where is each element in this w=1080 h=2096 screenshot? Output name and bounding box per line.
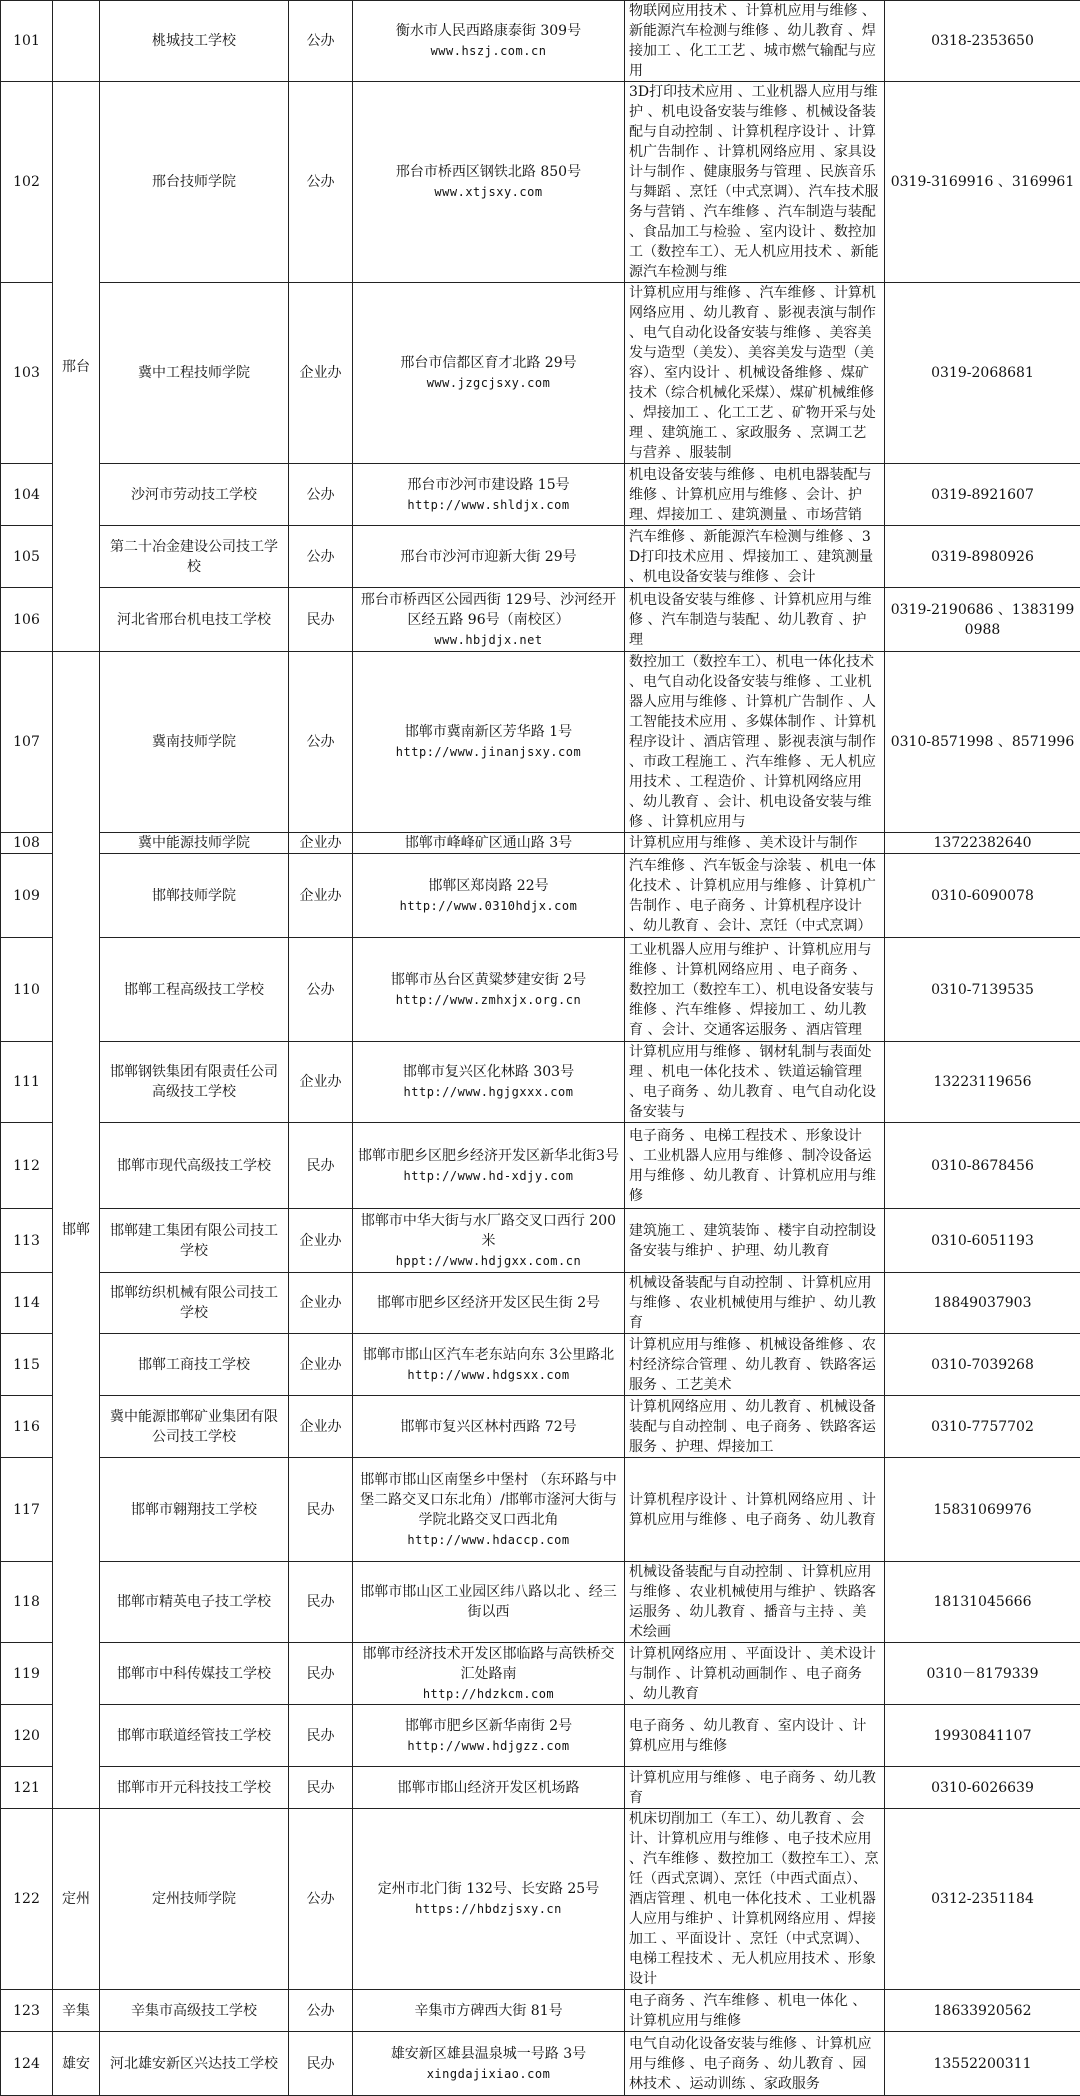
- address-cell: [353, 1643, 625, 1705]
- address-text: 邯郸市峰峰矿区通山路 3号: [357, 833, 620, 853]
- website-link[interactable]: http://hdzkcm.com: [357, 1684, 620, 1704]
- phone-cell: 0310-6051193: [885, 1209, 1080, 1273]
- majors-cell: 机械设备装配与自动控制 、计算机应用与维修 、农业机械使用与维护 、幼儿教育: [625, 1273, 885, 1334]
- school-type: 公办: [289, 938, 353, 1042]
- majors-cell: 机电设备安装与维修 、计算机应用与维修 、汽车制造与装配 、幼儿教育 、护理: [625, 588, 885, 652]
- row-number: 102: [1, 82, 53, 283]
- phone-cell: 15831069976: [885, 1458, 1080, 1562]
- row-number: 121: [1, 1767, 53, 1809]
- phone-cell: 18131045666: [885, 1562, 1080, 1643]
- school-name: 邯郸市中科传媒技工学校: [100, 1643, 289, 1705]
- row-number: 104: [1, 464, 53, 526]
- majors-cell: 电子商务 、汽车维修 、机电一体化 、计算机应用与维修: [625, 1990, 885, 2032]
- school-type: 企业办: [289, 1273, 353, 1334]
- table-row: [1, 1, 1080, 82]
- address-text: 邯郸市经济技术开发区邯临路与高铁桥交汇处路南: [357, 1644, 620, 1684]
- majors-cell: 计算机网络应用 、幼儿教育 、机械设备装配与自动控制 、电子商务 、铁路客运服务 、护理、焊接加工: [625, 1396, 885, 1458]
- address-cell: [353, 2032, 625, 2096]
- row-number: 112: [1, 1123, 53, 1209]
- address-text: 邢台市沙河市建设路 15号: [357, 475, 620, 495]
- phone-cell: 0312-2351184: [885, 1809, 1080, 1990]
- school-name: 邯郸市开元科技技工学校: [100, 1767, 289, 1809]
- majors-cell: 汽车维修 、汽车钣金与涂装 、机电一体化技术 、计算机应用与维修 、计算机广告制作 、电子商务 、计算机程序设计 、幼儿教育 、会计、烹饪（中式烹调）: [625, 854, 885, 938]
- table-row: [1, 1562, 1080, 1643]
- website-link[interactable]: http://www.hdjgzz.com: [357, 1736, 620, 1756]
- school-type: 企业办: [289, 283, 353, 464]
- address-cell: [353, 1273, 625, 1334]
- address-text: 邯郸市中华大街与水厂路交叉口西行 200米: [357, 1211, 620, 1251]
- address-text: 邢台市桥西区钢铁北路 850号: [357, 162, 620, 182]
- address-cell: [353, 1705, 625, 1767]
- school-type: 民办: [289, 1562, 353, 1643]
- phone-cell: 0310-7039268: [885, 1334, 1080, 1396]
- school-name: 冀南技师学院: [100, 652, 289, 833]
- website-link[interactable]: http://www.zmhxjx.org.cn: [357, 990, 620, 1010]
- table-row: [1, 1809, 1080, 1990]
- address-cell: [353, 1123, 625, 1209]
- row-number: 108: [1, 833, 53, 854]
- school-type: 民办: [289, 2032, 353, 2096]
- majors-cell: 汽车维修 、新能源汽车检测与维修 、3D打印技术应用 、焊接加工 、建筑测量 、机电设备安装与维修 、会计: [625, 526, 885, 588]
- school-type: 企业办: [289, 854, 353, 938]
- row-number: 107: [1, 652, 53, 833]
- table-row: [1, 833, 1080, 854]
- table-row: [1, 1990, 1080, 2032]
- table-row: [1, 283, 1080, 464]
- phone-cell: 0310-7139535: [885, 938, 1080, 1042]
- address-text: 衡水市人民西路康泰街 309号: [357, 21, 620, 41]
- row-number: 109: [1, 854, 53, 938]
- row-number: 117: [1, 1458, 53, 1562]
- row-number: 119: [1, 1643, 53, 1705]
- website-link[interactable]: http://www.jinanjsxy.com: [357, 742, 620, 762]
- table-row: [1, 1396, 1080, 1458]
- row-number: 115: [1, 1334, 53, 1396]
- school-type: 公办: [289, 652, 353, 833]
- website-link[interactable]: http://www.0310hdjx.com: [357, 896, 620, 916]
- row-number: 122: [1, 1809, 53, 1990]
- table-row: [1, 464, 1080, 526]
- table-row: [1, 854, 1080, 938]
- phone-cell: 0310-8571998 、8571996: [885, 652, 1080, 833]
- website-link[interactable]: http://www.hd-xdjy.com: [357, 1166, 620, 1186]
- phone-cell: 0310-6026639: [885, 1767, 1080, 1809]
- phone-cell: 18633920562: [885, 1990, 1080, 2032]
- address-text: 邯郸市邯山经济开发区机场路: [357, 1778, 620, 1798]
- school-name: 邢台技师学院: [100, 82, 289, 283]
- school-name: 冀中能源邯郸矿业集团有限公司技工学校: [100, 1396, 289, 1458]
- phone-cell: 0319-2068681: [885, 283, 1080, 464]
- table-row: [1, 1042, 1080, 1123]
- address-cell: [353, 1809, 625, 1990]
- phone-cell: 0310-6090078: [885, 854, 1080, 938]
- phone-cell: 19930841107: [885, 1705, 1080, 1767]
- address-text: 邯郸市肥乡区新华南街 2号: [357, 1716, 620, 1736]
- row-number: 106: [1, 588, 53, 652]
- table-row: [1, 526, 1080, 588]
- row-number: 105: [1, 526, 53, 588]
- address-cell: [353, 938, 625, 1042]
- school-type: 公办: [289, 1, 353, 82]
- row-number: 124: [1, 2032, 53, 2096]
- school-name: 邯郸钢铁集团有限责任公司高级技工学校: [100, 1042, 289, 1123]
- address-cell: [353, 833, 625, 854]
- school-type: 公办: [289, 1990, 353, 2032]
- address-text: 邢台市信都区育才北路 29号: [357, 353, 620, 373]
- school-type: 民办: [289, 1643, 353, 1705]
- address-cell: [353, 1209, 625, 1273]
- row-number: 111: [1, 1042, 53, 1123]
- website-link[interactable]: www.hszj.com.cn: [357, 41, 620, 61]
- row-number: 101: [1, 1, 53, 82]
- region-cell: 定州: [53, 1809, 100, 1990]
- address-text: 邯郸市复兴区林村西路 72号: [357, 1417, 620, 1437]
- school-name: 冀中能源技师学院: [100, 833, 289, 854]
- majors-cell: 电气自动化设备安装与维修 、计算机应用与维修 、电子商务 、幼儿教育 、园林技术 、运动训练 、家政服务: [625, 2032, 885, 2096]
- address-text: 邯郸市冀南新区芳华路 1号: [357, 722, 620, 742]
- phone-cell: 13552200311: [885, 2032, 1080, 2096]
- address-cell: [353, 283, 625, 464]
- address-cell: [353, 1990, 625, 2032]
- row-number: 123: [1, 1990, 53, 2032]
- row-number: 103: [1, 283, 53, 464]
- row-number: 114: [1, 1273, 53, 1334]
- website-link[interactable]: www.hbjdjx.net: [357, 630, 620, 650]
- school-type: 公办: [289, 82, 353, 283]
- table-row: [1, 1123, 1080, 1209]
- school-name: 邯郸建工集团有限公司技工学校: [100, 1209, 289, 1273]
- phone-cell: 0318-2353650: [885, 1, 1080, 82]
- row-number: 113: [1, 1209, 53, 1273]
- majors-cell: 机电设备安装与维修 、电机电器装配与维修 、计算机应用与维修 、会计、护理、焊接加工 、建筑测量 、市场营销: [625, 464, 885, 526]
- school-type: 企业办: [289, 1042, 353, 1123]
- phone-cell: 13722382640: [885, 833, 1080, 854]
- table-row: [1, 2032, 1080, 2096]
- school-name: 桃城技工学校: [100, 1, 289, 82]
- address-text: 邢台市桥西区公园西街 129号、沙河经开区经五路 96号（南校区）: [357, 590, 620, 630]
- address-text: 邯郸市肥乡区肥乡经济开发区新华北街3号: [357, 1146, 620, 1166]
- school-name: 邯郸纺织机械有限公司技工学校: [100, 1273, 289, 1334]
- school-name: 河北雄安新区兴达技工学校: [100, 2032, 289, 2096]
- row-number: 116: [1, 1396, 53, 1458]
- majors-cell: 工业机器人应用与维护 、计算机应用与维修 、计算机网络应用 、电子商务 、数控加工（数控车工）、机电设备安装与维修 、汽车维修 、焊接加工 、幼儿教育 、会计、交通客运服务 、酒店管理: [625, 938, 885, 1042]
- school-name: 邯郸市翱翔技工学校: [100, 1458, 289, 1562]
- website-link[interactable]: https://hbdzjsxy.cn: [357, 1899, 620, 1919]
- table-row: [1, 1458, 1080, 1562]
- address-text: 邢台市沙河市迎新大街 29号: [357, 547, 620, 567]
- address-text: 辛集市方碑西大街 81号: [357, 2001, 620, 2021]
- majors-cell: 计算机应用与维修 、电子商务 、幼儿教育: [625, 1767, 885, 1809]
- school-type: 公办: [289, 1809, 353, 1990]
- address-cell: [353, 652, 625, 833]
- phone-cell: 0319-8980926: [885, 526, 1080, 588]
- school-name: 邯郸市联道经管技工学校: [100, 1705, 289, 1767]
- majors-cell: 物联网应用技术 、计算机应用与维修 、新能源汽车检测与维修 、幼儿教育 、焊接加工 、化工工艺 、城市燃气输配与应用: [625, 1, 885, 82]
- address-cell: [353, 588, 625, 652]
- address-cell: [353, 1042, 625, 1123]
- table-row: [1, 938, 1080, 1042]
- phone-cell: 13223119656: [885, 1042, 1080, 1123]
- address-text: 雄安新区雄县温泉城一号路 3号: [357, 2044, 620, 2064]
- phone-cell: 0319-3169916 、3169961: [885, 82, 1080, 283]
- table-row: [1, 1767, 1080, 1809]
- majors-cell: 机床切削加工（车工）、幼儿教育 、会计、计算机应用与维修 、电子技术应用 、汽车维修 、数控加工（数控车工）、烹饪（西式烹调）、烹饪（中西式面点）、酒店管理 、机电一体化技术 、工业机器人应用与维护 、计算机网络应用 、焊接加工 、平面设计 、烹饪（中式烹调）、电梯工程技术 、无人机应用技术 、形象设计: [625, 1809, 885, 1990]
- school-name: 邯郸工程高级技工学校: [100, 938, 289, 1042]
- majors-cell: 计算机应用与维修 、机械设备维修 、农村经济综合管理 、幼儿教育 、铁路客运服务 、工艺美术: [625, 1334, 885, 1396]
- phone-cell: 18849037903: [885, 1273, 1080, 1334]
- website-link[interactable]: http://www.shldjx.com: [357, 495, 620, 515]
- majors-cell: 机械设备装配与自动控制 、计算机应用与维修 、农业机械使用与维护 、铁路客运服务 、幼儿教育 、播音与主持 、美术绘画: [625, 1562, 885, 1643]
- phone-cell: 0310-8678456: [885, 1123, 1080, 1209]
- school-type: 民办: [289, 1705, 353, 1767]
- address-text: 邯郸市肥乡区经济开发区民生街 2号: [357, 1293, 620, 1313]
- table-row: [1, 1643, 1080, 1705]
- majors-cell: 建筑施工 、建筑装饰 、楼宇自动控制设备安装与维护 、护理、幼儿教育: [625, 1209, 885, 1273]
- table-row: [1, 652, 1080, 833]
- majors-cell: 计算机程序设计 、计算机网络应用 、计算机应用与维修 、电子商务 、幼儿教育: [625, 1458, 885, 1562]
- majors-cell: 计算机应用与维修 、汽车维修 、计算机网络应用 、幼儿教育 、影视表演与制作 、电气自动化设备安装与维修 、美容美发与造型（美发）、美容美发与造型（美容）、室内设计 、机械设备维修 、煤矿技术（综合机械化采煤）、煤矿机械维修 、焊接加工 、化工工艺 、矿物开采与处理 、建筑施工 、家政服务 、烹调工艺与营养 、服装制: [625, 283, 885, 464]
- school-type: 企业办: [289, 833, 353, 854]
- website-link[interactable]: http://www.hdaccp.com: [357, 1530, 620, 1550]
- website-link[interactable]: www.jzgcjsxy.com: [357, 373, 620, 393]
- address-cell: [353, 526, 625, 588]
- school-name: 邯郸市精英电子技工学校: [100, 1562, 289, 1643]
- website-link[interactable]: www.xtjsxy.com: [357, 182, 620, 202]
- address-cell: [353, 1767, 625, 1809]
- school-type: 企业办: [289, 1396, 353, 1458]
- majors-cell: 电子商务 、电梯工程技术 、形象设计 、工业机器人应用与维修 、制冷设备运用与维修 、幼儿教育 、计算机应用与维修: [625, 1123, 885, 1209]
- address-cell: [353, 1334, 625, 1396]
- address-text: 邯郸市丛台区黄粱梦建安街 2号: [357, 970, 620, 990]
- region-cell: 雄安: [53, 2032, 100, 2096]
- majors-cell: 电子商务 、幼儿教育 、室内设计 、计算机应用与维修: [625, 1705, 885, 1767]
- region-cell: 邯郸: [53, 652, 100, 1809]
- address-text: 邯郸市邯山区工业园区纬八路以北 、经三街以西: [357, 1582, 620, 1622]
- school-name: 定州技师学院: [100, 1809, 289, 1990]
- website-link[interactable]: http://www.hgjgxxx.com: [357, 1082, 620, 1102]
- address-cell: [353, 1396, 625, 1458]
- school-name: 邯郸市现代高级技工学校: [100, 1123, 289, 1209]
- table-row: [1, 82, 1080, 283]
- school-type: 企业办: [289, 1334, 353, 1396]
- school-name: 邯郸技师学院: [100, 854, 289, 938]
- school-name: 冀中工程技师学院: [100, 283, 289, 464]
- address-cell: [353, 464, 625, 526]
- address-text: 邯郸市复兴区化林路 303号: [357, 1062, 620, 1082]
- school-name: 沙河市劳动技工学校: [100, 464, 289, 526]
- row-number: 110: [1, 938, 53, 1042]
- school-type: 民办: [289, 1123, 353, 1209]
- address-text: 定州市北门街 132号、长安路 25号: [357, 1879, 620, 1899]
- phone-cell: 0310－8179339: [885, 1643, 1080, 1705]
- region-cell: 辛集: [53, 1990, 100, 2032]
- phone-cell: 0319-2190686 、13831990988: [885, 588, 1080, 652]
- address-cell: [353, 1562, 625, 1643]
- school-type: 公办: [289, 526, 353, 588]
- school-name: 辛集市高级技工学校: [100, 1990, 289, 2032]
- school-type: 民办: [289, 1767, 353, 1809]
- table-row: [1, 1334, 1080, 1396]
- phone-cell: 0319-8921607: [885, 464, 1080, 526]
- website-link[interactable]: hppt://www.hdjgxx.com.cn: [357, 1251, 620, 1271]
- majors-cell: 计算机应用与维修 、钢材轧制与表面处理 、机电一体化技术 、铁道运输管理 、电子商务 、幼儿教育 、电气自动化设备安装与: [625, 1042, 885, 1123]
- majors-cell: 计算机网络应用 、平面设计 、美术设计与制作 、计算机动画制作 、电子商务 、幼儿教育: [625, 1643, 885, 1705]
- majors-cell: 数控加工（数控车工）、机电一体化技术 、电气自动化设备安装与维修 、工业机器人应用与维修 、计算机广告制作 、人工智能技术应用 、多媒体制作 、计算机程序设计 、酒店管理 、影视表演与制作 、市政工程施工 、汽车维修 、无人机应用技术 、工程造价 、计算机网络应用 、幼儿教育 、会计、机电设备安装与维修 、计算机应用与: [625, 652, 885, 833]
- address-cell: [353, 1458, 625, 1562]
- table-row: [1, 1705, 1080, 1767]
- school-name: 河北省邢台机电技工学校: [100, 588, 289, 652]
- address-cell: [353, 1, 625, 82]
- address-cell: [353, 82, 625, 283]
- table-row: [1, 1209, 1080, 1273]
- row-number: 118: [1, 1562, 53, 1643]
- address-text: 邯郸区郑岗路 22号: [357, 876, 620, 896]
- majors-cell: 3D打印技术应用 、工业机器人应用与维护 、机电设备安装与维修 、机械设备装配与自动控制 、计算机程序设计 、计算机广告制作 、计算机网络应用 、家具设计与制作 、健康服务与管理 、民族音乐与舞蹈 、烹饪（中式烹调）、汽车技术服务与营销 、汽车维修 、汽车制造与装配 、食品加工与检验 、室内设计 、数控加工（数控车工）、无人机应用技术 、新能源汽车检测与维: [625, 82, 885, 283]
- school-type: 企业办: [289, 1209, 353, 1273]
- website-link[interactable]: http://www.hdgsxx.com: [357, 1365, 620, 1385]
- address-text: 邯郸市邯山区南堡乡中堡村 （东环路与中堡二路交叉口东北角）/邯郸市滏河大街与学院北路交叉口西北角: [357, 1470, 620, 1530]
- table-row: [1, 1273, 1080, 1334]
- website-link[interactable]: xingdajixiao.com: [357, 2064, 620, 2084]
- table-row: [1, 588, 1080, 652]
- school-type: 公办: [289, 464, 353, 526]
- school-type: 民办: [289, 1458, 353, 1562]
- majors-cell: 计算机应用与维修 、美术设计与制作: [625, 833, 885, 854]
- phone-cell: 0310-7757702: [885, 1396, 1080, 1458]
- address-cell: [353, 854, 625, 938]
- region-cell: [53, 1, 100, 82]
- school-name: 邯郸工商技工学校: [100, 1334, 289, 1396]
- school-name: 第二十冶金建设公司技工学校: [100, 526, 289, 588]
- row-number: 120: [1, 1705, 53, 1767]
- school-type: 民办: [289, 588, 353, 652]
- region-cell: 邢台: [53, 82, 100, 652]
- address-text: 邯郸市邯山区汽车老东站向东 3公里路北: [357, 1345, 620, 1365]
